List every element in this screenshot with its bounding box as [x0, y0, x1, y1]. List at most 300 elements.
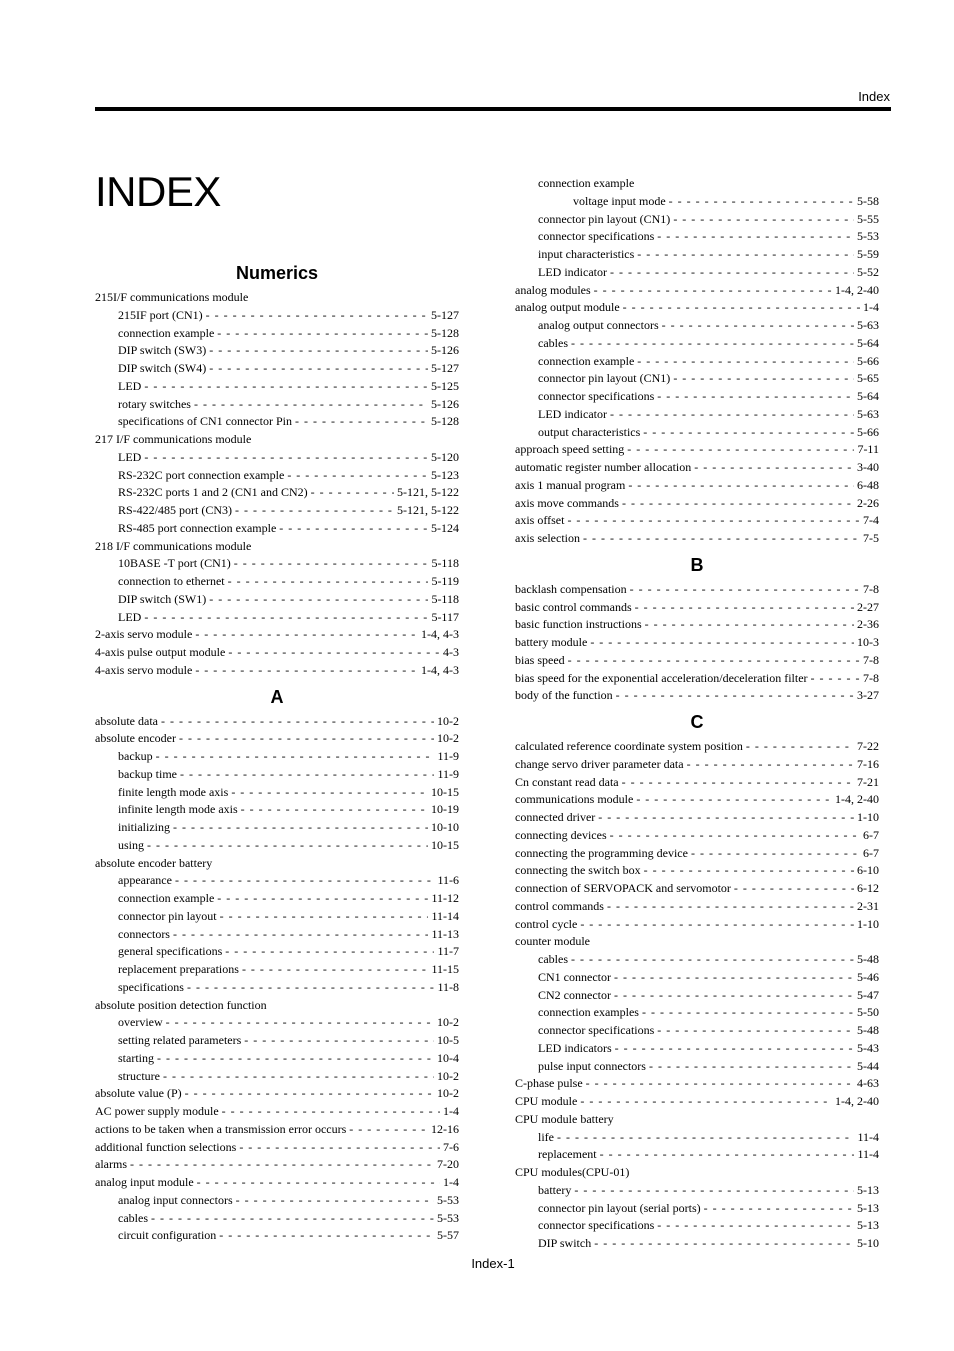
index-page-ref: 11-9	[437, 749, 459, 763]
index-term: connecting the programming device	[515, 845, 688, 860]
index-page-ref: 7-8	[863, 670, 879, 685]
dot-leader	[610, 406, 854, 424]
index-page-ref: 4-63	[857, 1076, 879, 1091]
index-term: appearance	[118, 873, 172, 888]
dot-leader	[568, 652, 860, 670]
index-entry	[515, 670, 879, 688]
dot-leader	[571, 335, 854, 353]
index-page-ref: 2-36	[857, 617, 879, 632]
dot-leader	[616, 687, 854, 705]
index-page-ref: 5-127	[431, 307, 459, 322]
index-term: infinite length mode axis	[118, 802, 238, 817]
index-entry	[95, 819, 459, 837]
index-page-ref: 5-53	[437, 1192, 459, 1207]
index-entry	[515, 424, 879, 442]
index-page-ref: 5-121, 5-122	[397, 485, 459, 500]
dot-leader	[586, 1075, 854, 1093]
index-term: absolute data	[95, 713, 158, 728]
index-page-ref: 5-13	[857, 1182, 879, 1197]
index-term: LED	[118, 609, 142, 624]
index-entry	[515, 634, 879, 652]
index-page-ref: 5-52	[857, 264, 879, 279]
dot-leader	[811, 670, 860, 688]
index-term: axis selection	[515, 531, 580, 545]
index-page-ref: 3-27	[857, 688, 879, 703]
index-entry	[95, 872, 459, 890]
index-page-ref: 7-22	[857, 739, 879, 753]
index-page-ref: 10-19	[431, 802, 459, 817]
index-page-ref: 5-53	[857, 229, 879, 244]
index-section-heading: C	[690, 712, 704, 732]
index-term: output characteristics	[538, 424, 641, 439]
index-page-ref: 1-4	[863, 300, 879, 315]
index-term: analog input connectors	[118, 1192, 233, 1207]
index-term: pulse input connectors	[538, 1058, 646, 1073]
dot-leader	[166, 1014, 434, 1032]
index-page-ref: 1-4, 2-40	[835, 792, 879, 807]
index-term: 4-axis servo module	[95, 662, 193, 677]
index-entry	[515, 530, 879, 548]
index-entry	[95, 926, 459, 944]
index-term: 217 I/F communications module	[95, 432, 252, 446]
index-entry	[95, 662, 459, 680]
index-page-ref: 11-15	[431, 962, 459, 976]
index-entry	[95, 520, 459, 538]
dot-leader	[657, 228, 854, 246]
index-term: automatic register number allocation	[515, 460, 692, 474]
dot-leader	[662, 317, 854, 335]
index-entry	[95, 626, 459, 644]
index-entry	[515, 264, 879, 282]
dot-leader	[614, 987, 854, 1005]
index-entry	[515, 406, 879, 424]
index-page-ref: 7-8	[863, 652, 879, 667]
index-entry	[95, 713, 459, 731]
dot-leader	[610, 264, 854, 282]
index-page-ref: 6-48	[857, 477, 879, 492]
dot-leader	[580, 916, 854, 934]
index-page-ref: 5-127	[431, 361, 459, 375]
index-term: 10BASE -T port (CN1)	[118, 556, 231, 571]
dot-leader	[130, 1156, 434, 1174]
index-term: RS-232C port connection example	[118, 467, 285, 482]
index-entry	[515, 441, 879, 459]
dot-leader	[628, 477, 854, 495]
index-entry	[95, 1103, 459, 1121]
index-page-ref: 1-10	[857, 916, 879, 931]
dot-leader	[231, 784, 428, 802]
dot-leader	[195, 626, 418, 644]
index-section-heading: A	[270, 686, 284, 707]
index-term: cables	[538, 335, 568, 350]
index-page-ref: 1-4, 2-40	[835, 1094, 879, 1108]
dot-leader	[644, 862, 854, 880]
index-entry	[95, 908, 459, 926]
index-entry	[95, 502, 459, 520]
index-term: DIP switch	[538, 1236, 592, 1250]
index-term: structure	[118, 1068, 160, 1083]
index-page-ref: 5-119	[431, 574, 459, 588]
index-page-ref: 5-46	[857, 969, 879, 984]
index-group-heading	[515, 1111, 879, 1129]
index-page-ref: 4-3	[443, 645, 459, 659]
index-page-ref: 11-7	[437, 944, 459, 959]
index-page-ref: 10-2	[437, 713, 459, 728]
index-page-ref: 10-15	[431, 837, 459, 852]
index-page-ref: 5-64	[857, 389, 879, 403]
index-term: analog output connectors	[538, 318, 659, 332]
running-header: Index	[858, 89, 890, 104]
dot-leader	[557, 1129, 854, 1147]
dot-leader	[580, 1093, 832, 1111]
index-entry	[95, 555, 459, 573]
index-term: connecting the switch box	[515, 863, 641, 878]
index-term: 2-axis servo module	[95, 627, 193, 642]
dot-leader	[657, 1217, 854, 1235]
index-page-ref: 10-2	[437, 731, 459, 746]
index-term: circuit configuration	[118, 1228, 217, 1243]
dot-leader	[607, 898, 854, 916]
index-term: absolute position detection function	[95, 997, 267, 1012]
index-entry	[515, 1058, 879, 1076]
index-page-ref: 10-2	[437, 1015, 459, 1030]
dot-leader	[642, 1004, 854, 1022]
dot-leader	[637, 246, 854, 264]
dot-leader	[691, 845, 860, 863]
index-page-ref: 11-12	[431, 891, 459, 905]
index-entry	[515, 845, 879, 863]
index-term: calculated reference coordinate system position	[515, 739, 743, 753]
index-term: Cn constant read data	[515, 774, 619, 789]
index-entry	[95, 1156, 459, 1174]
dot-leader	[622, 774, 854, 792]
dot-leader	[583, 530, 860, 548]
index-entry	[515, 809, 879, 827]
index-page-ref: 1-4, 4-3	[421, 627, 459, 642]
index-entry	[95, 801, 459, 819]
dot-leader	[615, 1040, 854, 1058]
index-entry	[515, 370, 879, 388]
index-page-ref: 5-58	[857, 193, 879, 208]
index-term: additional function selections	[95, 1139, 237, 1154]
index-entry	[515, 969, 879, 987]
dot-leader	[637, 353, 854, 371]
index-term: connector specifications	[538, 1023, 655, 1037]
index-page-ref: 5-48	[857, 952, 879, 966]
dot-leader	[295, 413, 428, 431]
index-term: 215IF port (CN1)	[118, 307, 203, 322]
index-term: 218 I/F communications module	[95, 538, 252, 553]
index-term: LED indicators	[538, 1040, 612, 1055]
index-page-ref: 5-121, 5-122	[397, 503, 459, 517]
index-entry	[515, 1093, 879, 1111]
index-term: absolute encoder	[95, 731, 176, 746]
index-entry	[515, 1182, 879, 1200]
index-term: battery module	[515, 635, 588, 649]
index-entry	[515, 880, 879, 898]
dot-leader	[206, 307, 428, 325]
index-entry	[515, 459, 879, 477]
dot-leader	[236, 1192, 434, 1210]
dot-leader	[669, 193, 854, 211]
index-entry	[95, 1174, 459, 1192]
index-page-ref: 10-5	[437, 1033, 459, 1047]
index-entry	[95, 961, 459, 979]
index-page-ref: 5-44	[857, 1058, 879, 1073]
index-page-ref: 10-2	[437, 1068, 459, 1083]
index-entry	[515, 581, 879, 599]
dot-leader	[219, 1227, 434, 1245]
index-entry	[95, 837, 459, 855]
index-page-ref: 5-55	[857, 211, 879, 226]
index-term: LED	[118, 378, 142, 393]
index-term: LED indicator	[538, 264, 607, 279]
index-entry	[515, 1235, 879, 1253]
index-page-ref: 12-16	[431, 1121, 459, 1136]
index-entry	[95, 573, 459, 591]
index-term: approach speed setting	[515, 442, 625, 457]
index-entry	[95, 1014, 459, 1032]
index-entry	[515, 388, 879, 406]
index-term: connector pin layout (CN1)	[538, 211, 671, 226]
index-entry	[515, 353, 879, 371]
index-page-ref: 6-7	[863, 845, 879, 860]
index-entry	[95, 396, 459, 414]
index-term: absolute encoder battery	[95, 855, 213, 870]
index-entry	[95, 609, 459, 627]
index-section-heading: B	[690, 554, 704, 575]
index-entry	[515, 616, 879, 634]
index-term: 4-axis pulse output module	[95, 645, 226, 659]
index-entry	[95, 378, 459, 396]
index-page-ref: 5-125	[431, 378, 459, 393]
index-entry	[515, 211, 879, 229]
index-entry	[515, 738, 879, 756]
dot-leader	[235, 502, 394, 520]
dot-leader	[228, 644, 440, 662]
index-term: connector pin layout (serial ports)	[538, 1200, 701, 1215]
dot-leader	[179, 730, 434, 748]
index-term: LED indicator	[538, 406, 607, 421]
dot-leader	[175, 872, 434, 890]
index-column-right	[515, 175, 879, 1253]
index-group-heading	[95, 538, 459, 556]
index-entry	[95, 1227, 459, 1245]
index-term: analog input module	[95, 1175, 194, 1189]
index-term: AC power supply module	[95, 1104, 219, 1118]
dot-leader	[623, 299, 860, 317]
index-page-ref: 5-13	[857, 1200, 879, 1215]
dot-leader	[197, 1174, 440, 1192]
index-entry	[95, 1032, 459, 1050]
index-page-ref: 5-63	[857, 318, 879, 332]
index-page-ref: 1-4	[443, 1104, 459, 1118]
index-term: basic function instructions	[515, 617, 642, 632]
index-entry	[95, 766, 459, 784]
dot-leader	[222, 1103, 440, 1121]
index-term: life	[538, 1129, 554, 1144]
index-entry	[95, 591, 459, 609]
index-term: connection to ethernet	[118, 574, 225, 588]
index-page-ref: 5-118	[431, 556, 459, 571]
index-term: CN1 connector	[538, 969, 611, 984]
dot-leader	[239, 1139, 440, 1157]
dot-leader	[694, 459, 854, 477]
index-page-ref: 5-124	[431, 520, 459, 535]
index-term: RS-422/485 port (CN3)	[118, 503, 232, 517]
index-term: connector specifications	[538, 1218, 655, 1233]
index-term: DIP switch (SW1)	[118, 591, 207, 606]
index-term: axis 1 manual program	[515, 477, 626, 492]
dot-leader	[173, 819, 428, 837]
index-page-ref: 10-4	[437, 1050, 459, 1065]
dot-leader	[657, 1022, 854, 1040]
index-term: change servo driver parameter data	[515, 756, 684, 771]
index-page-ref: 5-48	[857, 1023, 879, 1037]
index-entry	[95, 1050, 459, 1068]
index-term: control commands	[515, 898, 604, 913]
index-page-ref: 5-123	[431, 467, 459, 482]
index-page-ref: 5-66	[857, 353, 879, 368]
index-entry	[95, 890, 459, 908]
index-page-ref: 5-63	[857, 406, 879, 421]
index-page-ref: 5-43	[857, 1040, 879, 1055]
index-page-ref: 5-126	[431, 396, 459, 411]
index-entry	[515, 512, 879, 530]
dot-leader	[187, 979, 434, 997]
index-entry	[515, 1040, 879, 1058]
dot-leader	[571, 951, 854, 969]
index-group-heading	[95, 997, 459, 1015]
header-rule	[95, 107, 891, 111]
index-entry	[95, 360, 459, 378]
index-page-ref: 5-66	[857, 424, 879, 439]
index-group-heading	[515, 933, 879, 951]
page-title: INDEX	[95, 168, 221, 215]
dot-leader	[643, 424, 854, 442]
index-term: connector pin layout (CN1)	[538, 371, 671, 386]
index-term: analog output module	[515, 300, 620, 315]
dot-leader	[734, 880, 854, 898]
dot-leader	[244, 1032, 434, 1050]
index-entry	[95, 1085, 459, 1103]
index-term: CN2 connector	[538, 987, 611, 1002]
index-page-ref: 5-59	[857, 247, 879, 261]
index-group-heading	[95, 431, 459, 449]
dot-leader	[645, 616, 854, 634]
dot-leader	[349, 1121, 428, 1139]
index-page-ref: 11-8	[437, 979, 459, 994]
index-term: backup time	[118, 766, 177, 781]
dot-leader	[704, 1200, 854, 1218]
index-entry	[95, 748, 459, 766]
index-term: connector specifications	[538, 389, 655, 403]
dot-leader	[311, 484, 394, 502]
index-page-ref: 5-120	[431, 449, 459, 464]
index-page-ref: 5-65	[857, 371, 879, 386]
dot-leader	[144, 609, 428, 627]
index-page-ref: 1-4, 4-3	[421, 662, 459, 677]
index-term: axis offset	[515, 513, 565, 528]
index-page-ref: 5-128	[431, 414, 459, 429]
index-term: bias speed for the exponential acceleration/deceleration filter	[515, 670, 808, 685]
index-term: CPU module	[515, 1094, 578, 1108]
index-term: backup	[118, 749, 153, 763]
index-entry	[515, 1022, 879, 1040]
index-column-left	[95, 256, 459, 1245]
index-page-ref: 2-27	[857, 599, 879, 614]
index-term: RS-485 port connection example	[118, 520, 277, 535]
index-entry	[515, 916, 879, 934]
dot-leader	[287, 467, 428, 485]
index-group-heading	[95, 289, 459, 307]
index-entry	[515, 862, 879, 880]
index-term: CPU module battery	[515, 1111, 614, 1126]
index-term: RS-232C ports 1 and 2 (CN1 and CN2)	[118, 485, 308, 500]
index-page-ref: 11-4	[857, 1129, 879, 1144]
dot-leader	[185, 1085, 434, 1103]
index-page-ref: 7-16	[857, 756, 879, 771]
index-term: actions to be taken when a transmission error occurs	[95, 1121, 347, 1136]
dot-leader	[225, 943, 434, 961]
dot-leader	[614, 969, 854, 987]
dot-leader	[228, 573, 429, 591]
index-entry	[95, 730, 459, 748]
index-term: connection example	[118, 325, 215, 340]
index-entry	[95, 1139, 459, 1157]
index-entry	[515, 827, 879, 845]
index-entry	[515, 495, 879, 513]
index-term: cables	[538, 952, 568, 966]
index-page-ref: 7-6	[443, 1139, 459, 1154]
index-term: body of the function	[515, 688, 613, 703]
index-page-ref: 7-11	[857, 442, 879, 457]
index-group-heading	[515, 1164, 879, 1182]
dot-leader	[649, 1058, 854, 1076]
dot-leader	[144, 378, 428, 396]
index-entry	[515, 193, 879, 211]
index-term: analog modules	[515, 282, 591, 297]
index-page-ref: 10-2	[437, 1086, 459, 1101]
page-number: Index-1	[471, 1256, 515, 1271]
index-page-ref: 5-126	[431, 343, 459, 358]
dot-leader	[598, 809, 854, 827]
dot-leader	[622, 495, 854, 513]
index-term: connection of SERVOPACK and servomotor	[515, 881, 731, 895]
dot-leader	[594, 282, 832, 300]
dot-leader	[180, 766, 434, 784]
index-entry	[95, 484, 459, 502]
index-entry	[95, 342, 459, 360]
index-entry	[95, 943, 459, 961]
index-entry	[515, 1129, 879, 1147]
index-term: initializing	[118, 820, 170, 834]
index-entry	[515, 1075, 879, 1093]
dot-leader	[209, 591, 428, 609]
index-entry	[515, 1200, 879, 1218]
index-entry	[515, 1217, 879, 1235]
index-entry	[515, 898, 879, 916]
index-entry	[515, 246, 879, 264]
index-page-ref: 5-50	[857, 1005, 879, 1020]
index-page-ref: 11-9	[437, 766, 459, 781]
index-page-ref: 7-5	[863, 531, 879, 545]
dot-leader	[209, 342, 428, 360]
index-term: connectors	[118, 926, 170, 941]
index-page-ref: 11-14	[431, 908, 459, 923]
index-term: connection example	[538, 353, 635, 368]
index-term: DIP switch (SW4)	[118, 361, 207, 375]
